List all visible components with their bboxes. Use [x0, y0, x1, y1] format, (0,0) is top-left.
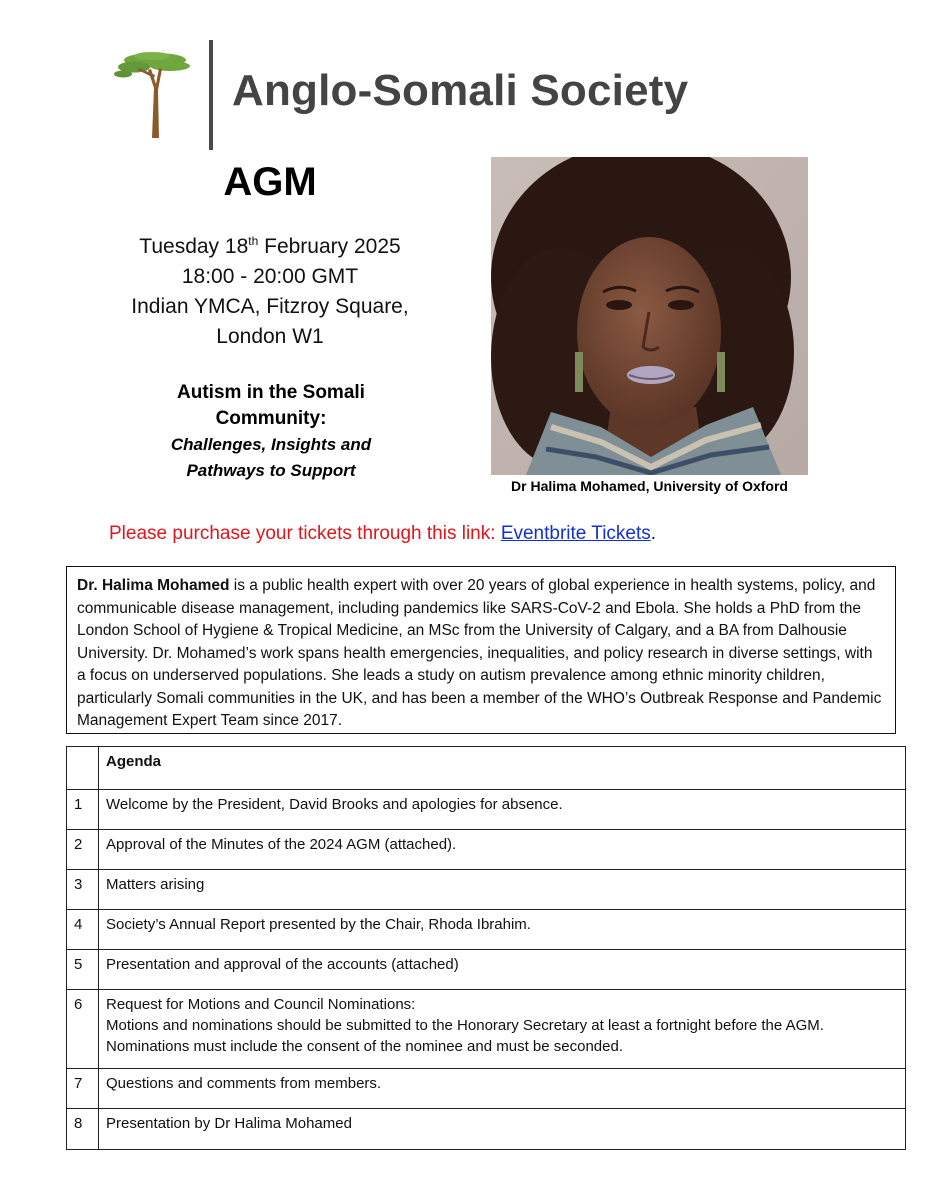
talk-title-line2: Community:: [215, 408, 327, 429]
event-details: [105, 232, 435, 352]
agenda-item-line1: Request for Motions and Council Nominations:: [106, 996, 416, 1013]
agenda-number-header: [67, 747, 99, 790]
agenda-item-number: 2: [67, 830, 99, 870]
agenda-item-text: Matters arising: [99, 870, 906, 910]
event-time: 18:00 - 20:00 GMT: [181, 265, 359, 288]
event-title: AGM: [223, 160, 317, 204]
ticket-notice-period: .: [650, 523, 657, 544]
ticket-notice-text: Please purchase your tickets through this link:: [109, 523, 501, 544]
agenda-item-text: Presentation by Dr Halima Mohamed: [99, 1109, 906, 1150]
talk-title: [118, 380, 424, 432]
talk-subtitle: [118, 432, 424, 484]
ticket-notice: [109, 523, 656, 545]
event-venue-line1: Indian YMCA, Fitzroy Square,: [131, 295, 409, 318]
photo-caption: Dr Halima Mohamed, University of Oxford: [511, 478, 788, 494]
acacia-tree-logo: [112, 48, 198, 140]
agenda-item-text: Society’s Annual Report presented by the Chair, Rhoda Ibrahim.: [99, 910, 906, 950]
agenda-item-text: [99, 990, 906, 1069]
agenda-item-number: 4: [67, 910, 99, 950]
agenda-row: [67, 910, 906, 950]
event-date-day: Tuesday 18: [139, 235, 249, 258]
agenda-row: [67, 830, 906, 870]
agenda-item-number: 8: [67, 1109, 99, 1150]
agenda-item-line3: Nominations must include the consent of the nominee and must be seconded.: [106, 1038, 623, 1055]
talk-block: [118, 380, 424, 484]
logo-divider: [209, 40, 213, 150]
bio-speaker-name: Dr. Halima Mohamed: [77, 577, 230, 594]
agenda-header-row: [67, 747, 906, 790]
agenda-row: [67, 870, 906, 910]
agenda-row: [67, 1069, 906, 1109]
talk-subtitle-line2: Pathways to Support: [186, 461, 356, 480]
bio-text: is a public health expert with over 20 years of global experience in health systems, policy, and communicable disease management, including pandemics like SARS-CoV-2 and Ebola. She holds a PhD from the London School of Hygiene & Tropical Medicine, an MSc from the University of Calgary, and a BA from Dalhousie University. Dr. Mohamed’s work spans health emergencies, inequalities, and policy research in diverse settings, with a focus on underserved populations. She leads a study on autism prevalence among ethnic minority children, particularly Somali communities in the UK, and has been a member of the WHO’s Outbreak Response and Pandemic Management Expert Team since 2017.: [77, 577, 882, 729]
agenda-row: [67, 790, 906, 830]
talk-subtitle-line1: Challenges, Insights and: [170, 435, 372, 454]
event-date: [105, 232, 435, 262]
event-venue-line2: London W1: [216, 325, 324, 348]
agenda-item-text: Approval of the Minutes of the 2024 AGM (attached).: [99, 830, 906, 870]
agenda-row: [67, 990, 906, 1069]
agenda-item-text: Questions and comments from members.: [99, 1069, 906, 1109]
agenda-row: [67, 1109, 906, 1150]
eventbrite-tickets-link[interactable]: Eventbrite Tickets: [500, 523, 651, 544]
speaker-photo: [491, 157, 808, 475]
agenda-item-text: Welcome by the President, David Brooks and apologies for absence.: [99, 790, 906, 830]
agenda-table: [66, 746, 906, 1150]
agenda-item-number: 5: [67, 950, 99, 990]
agenda-row: [67, 950, 906, 990]
organization-name: Anglo-Somali Society: [232, 66, 689, 115]
agenda-item-number: 7: [67, 1069, 99, 1109]
agenda-item-number: 3: [67, 870, 99, 910]
event-date-suffix: th: [248, 234, 259, 248]
agenda-item-text: Presentation and approval of the accounts (attached): [99, 950, 906, 990]
talk-title-line1: Autism in the Somali: [177, 382, 365, 403]
agenda-item-line2: Motions and nominations should be submitted to the Honorary Secretary at least a fortnight before the AGM.: [106, 1017, 824, 1034]
speaker-bio: [66, 566, 896, 734]
event-date-rest: February 2025: [258, 235, 401, 258]
agenda-heading: Agenda: [99, 747, 906, 790]
agenda-item-number: 6: [67, 990, 99, 1069]
agenda-item-number: 1: [67, 790, 99, 830]
